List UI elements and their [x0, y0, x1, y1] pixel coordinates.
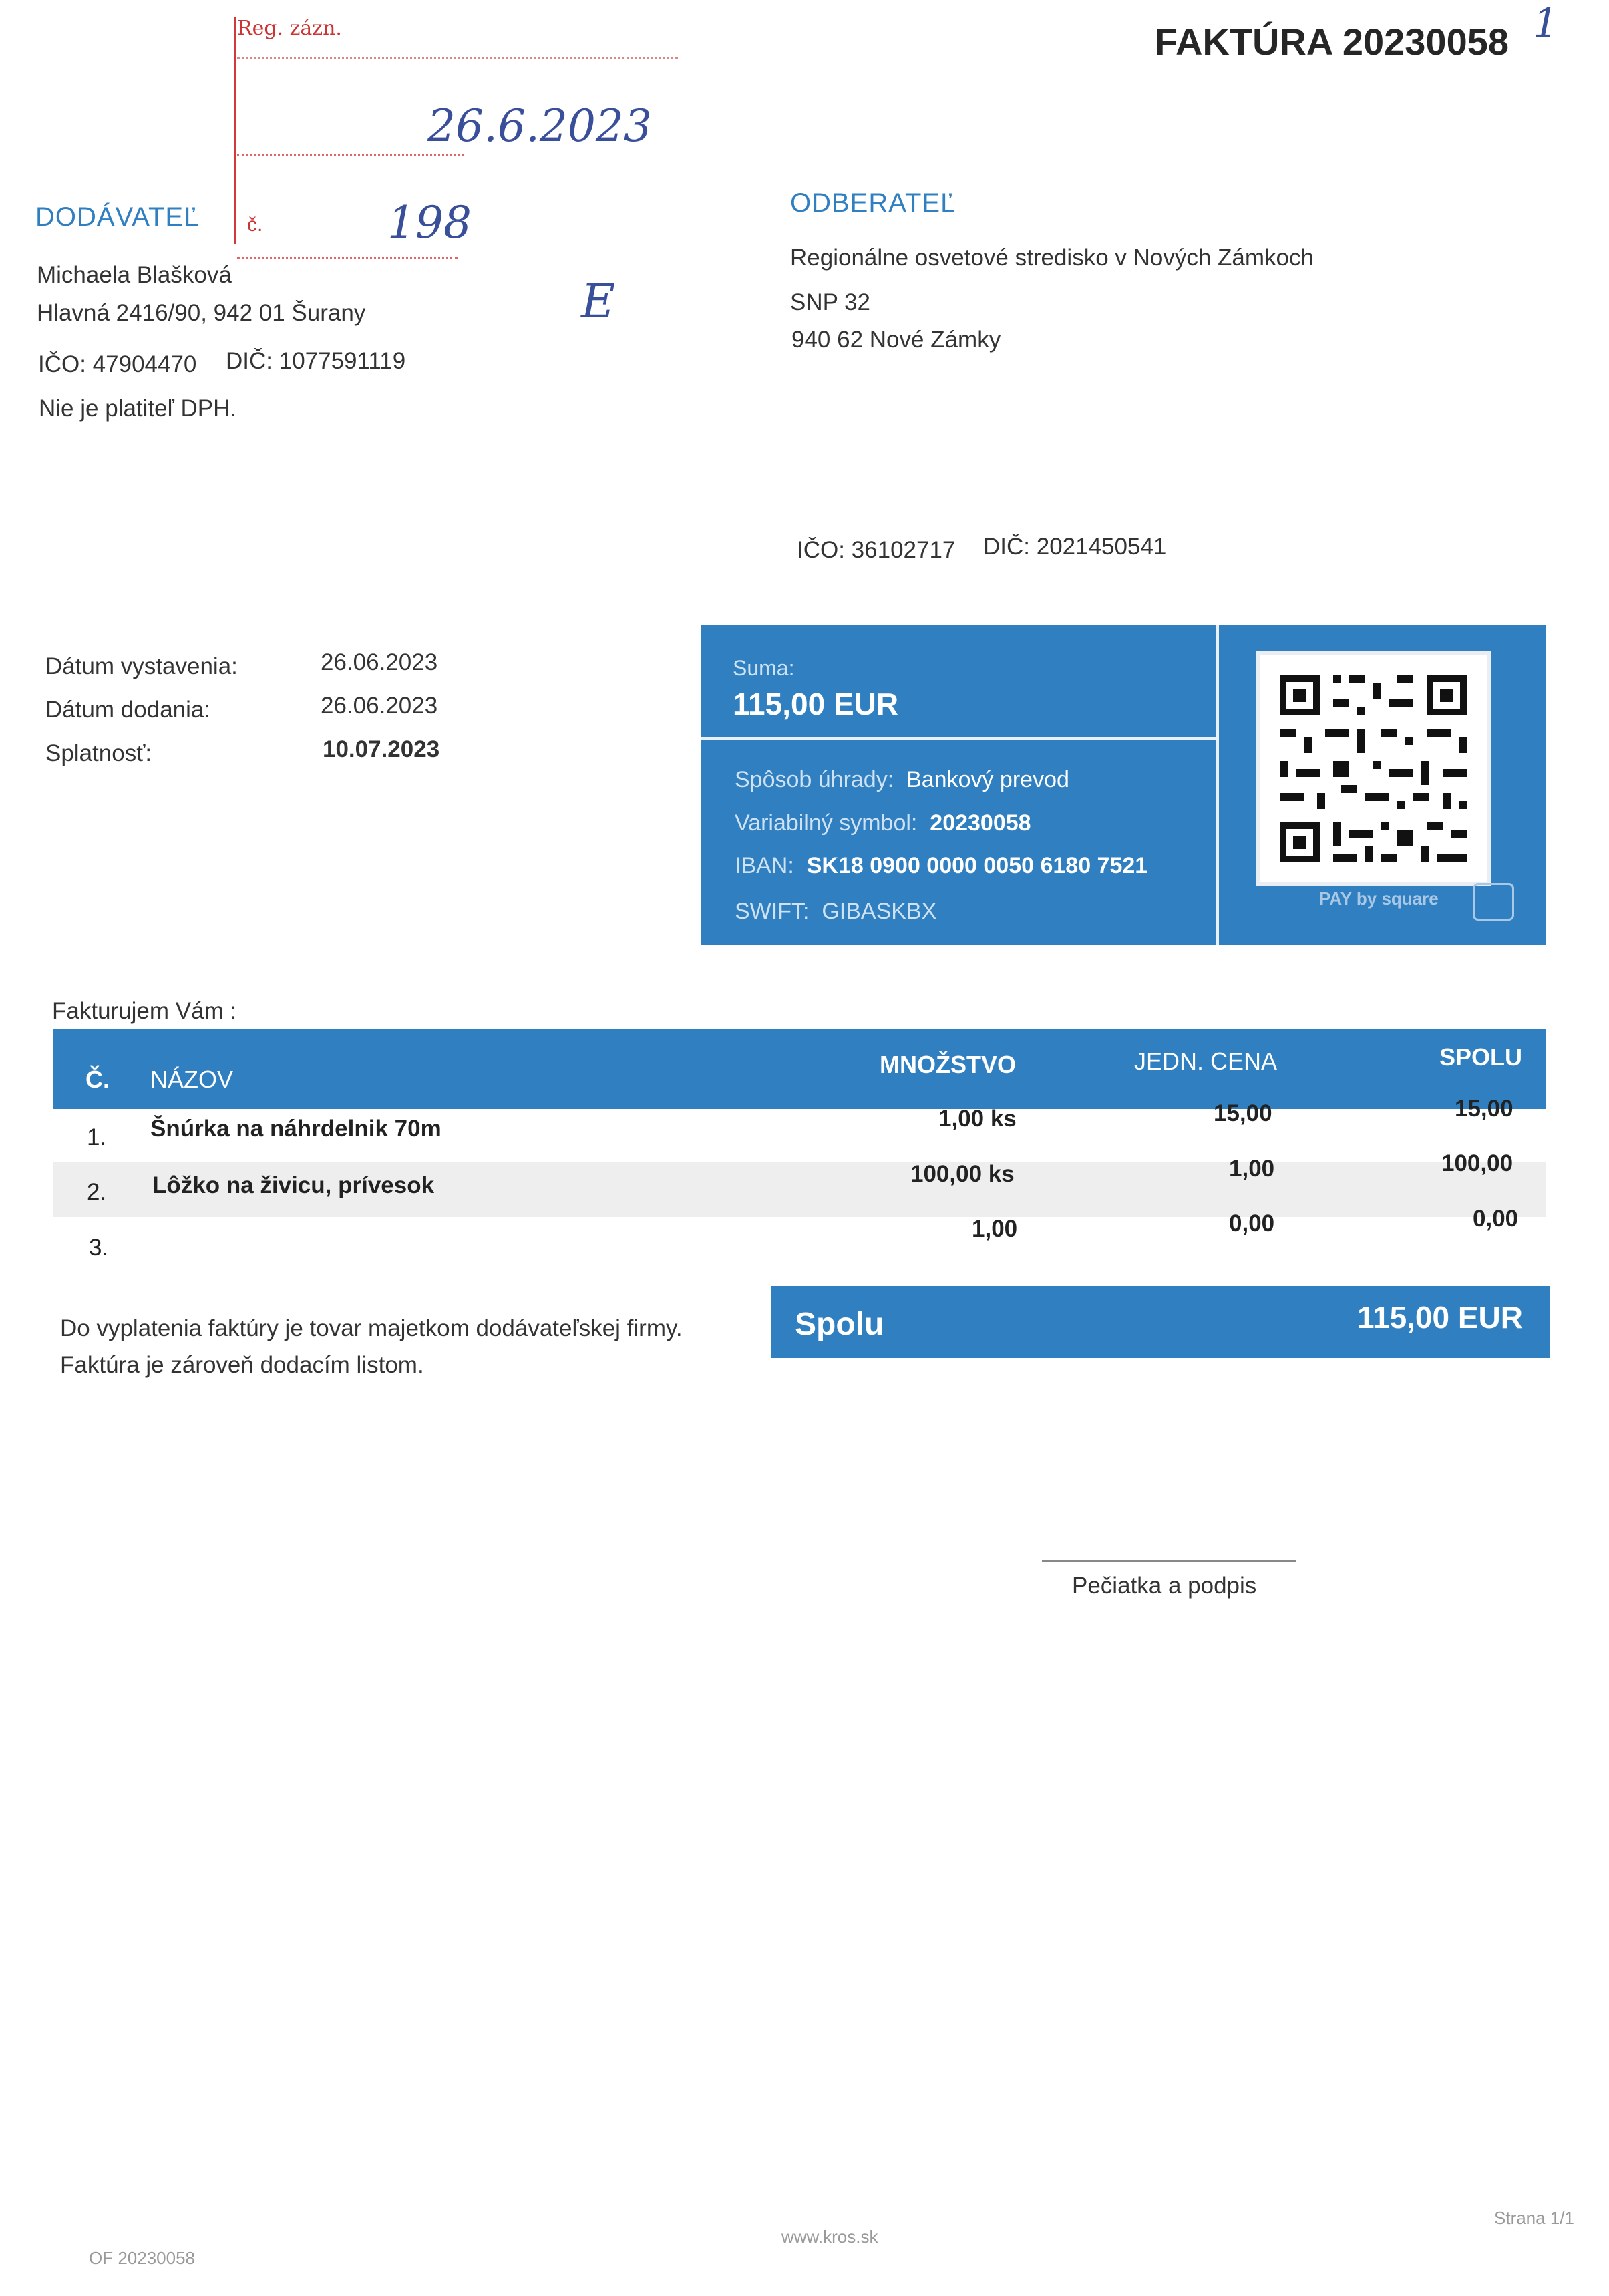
- stamp-number-label: č.: [247, 214, 263, 236]
- stamp-date-handwritten: 26.6.2023: [427, 100, 652, 152]
- row-qty: 1,00: [972, 1216, 1018, 1242]
- signature-label: Pečiatka a podpis: [1072, 1573, 1257, 1599]
- delivery-note: Faktúra je zároveň dodacím listom.: [60, 1352, 424, 1378]
- corner-handwritten-mark: 1: [1533, 0, 1559, 47]
- row-unit-price: 0,00: [1229, 1210, 1275, 1237]
- row-no: 2.: [87, 1179, 107, 1205]
- row-name: Lôžko na živicu, prívesok: [152, 1172, 435, 1198]
- col-total: SPOLU: [1439, 1043, 1523, 1071]
- row-qty: 100,00 ks: [910, 1161, 1015, 1187]
- payment-method-row: Spôsob úhrady: Bankový prevod: [735, 767, 1069, 792]
- card-icon: [1473, 883, 1514, 921]
- supplier-vat-note: Nie je platiteľ DPH.: [39, 395, 237, 422]
- total-bar: [771, 1286, 1550, 1358]
- row-total: 0,00: [1473, 1206, 1519, 1232]
- invoice-title: FAKTÚRA 20230058: [1154, 21, 1509, 63]
- col-name: NÁZOV: [150, 1065, 234, 1093]
- stamp-number-handwritten: 198: [387, 197, 472, 249]
- row-qty: 1,00 ks: [938, 1106, 1017, 1132]
- qr-code-icon: [1260, 655, 1487, 882]
- sum-label: Suma:: [733, 656, 795, 680]
- supplier-name: Michaela Blašková: [37, 262, 232, 288]
- customer-dic: DIČ: 2021450541: [983, 534, 1167, 560]
- col-unit-price: JEDN. CENA: [1134, 1047, 1278, 1075]
- sum-value: 115,00 EUR: [733, 687, 899, 721]
- customer-name: Regionálne osvetové stredisko v Nových Zámkoch: [790, 244, 1314, 271]
- variable-symbol-row: Variabilný symbol: 20230058: [735, 810, 1031, 836]
- footer-website: www.kros.sk: [781, 2227, 878, 2247]
- supplier-ico: IČO: 47904470: [38, 351, 197, 377]
- total-value: 115,00 EUR: [1357, 1300, 1523, 1335]
- delivery-date-label: Dátum dodania:: [45, 697, 211, 723]
- due-date-value: 10.07.2023: [323, 736, 440, 762]
- supplier-heading: DODÁVATEĽ: [35, 202, 200, 232]
- ownership-note: Do vyplatenia faktúry je tovar majetkom dodávateľskej firmy.: [60, 1315, 683, 1341]
- stamp-divider: [237, 154, 464, 156]
- items-table-header: [53, 1029, 1546, 1109]
- payment-divider-horizontal: [701, 737, 1216, 740]
- stamp-header: Reg. zázn.: [237, 17, 678, 59]
- issue-date-value: 26.06.2023: [321, 649, 438, 675]
- stamp-mark-handwritten: E: [581, 274, 616, 329]
- row-no: 3.: [89, 1235, 109, 1261]
- invoice-intro: Fakturujem Vám :: [52, 998, 237, 1024]
- pay-by-square-label: PAY by square: [1319, 888, 1439, 909]
- swift-row: SWIFT: GIBASKBX: [735, 898, 937, 924]
- stamp-divider: [237, 257, 458, 259]
- row-total: 100,00: [1441, 1150, 1513, 1176]
- row-unit-price: 15,00: [1214, 1100, 1272, 1126]
- iban-row: IBAN: SK18 0900 0000 0050 6180 7521: [735, 853, 1148, 878]
- total-label: Spolu: [795, 1307, 884, 1342]
- footer-page-number: Strana 1/1: [1494, 2208, 1574, 2228]
- payment-box: [701, 625, 1546, 945]
- issue-date-label: Dátum vystavenia:: [45, 653, 238, 679]
- due-date-label: Splatnosť:: [45, 740, 152, 766]
- col-qty: MNOŽSTVO: [880, 1051, 1016, 1078]
- col-no: Č.: [85, 1065, 110, 1093]
- row-unit-price: 1,00: [1229, 1156, 1275, 1182]
- signature-line: [1042, 1560, 1296, 1562]
- row-name: Šnúrka na náhrdelnik 70m: [150, 1116, 441, 1142]
- customer-street: SNP 32: [790, 289, 870, 315]
- row-no: 1.: [87, 1124, 107, 1150]
- delivery-date-value: 26.06.2023: [321, 693, 438, 719]
- supplier-address: Hlavná 2416/90, 942 01 Šurany: [37, 300, 366, 326]
- row-total: 15,00: [1455, 1096, 1513, 1122]
- customer-city: 940 62 Nové Zámky: [791, 327, 1001, 353]
- supplier-dic: DIČ: 1077591119: [226, 348, 406, 374]
- customer-ico: IČO: 36102717: [797, 537, 956, 563]
- customer-heading: ODBERATEĽ: [790, 188, 956, 218]
- footer-doc-number: OF 20230058: [89, 2248, 196, 2268]
- qr-code: [1256, 651, 1491, 886]
- payment-divider-vertical: [1216, 625, 1219, 945]
